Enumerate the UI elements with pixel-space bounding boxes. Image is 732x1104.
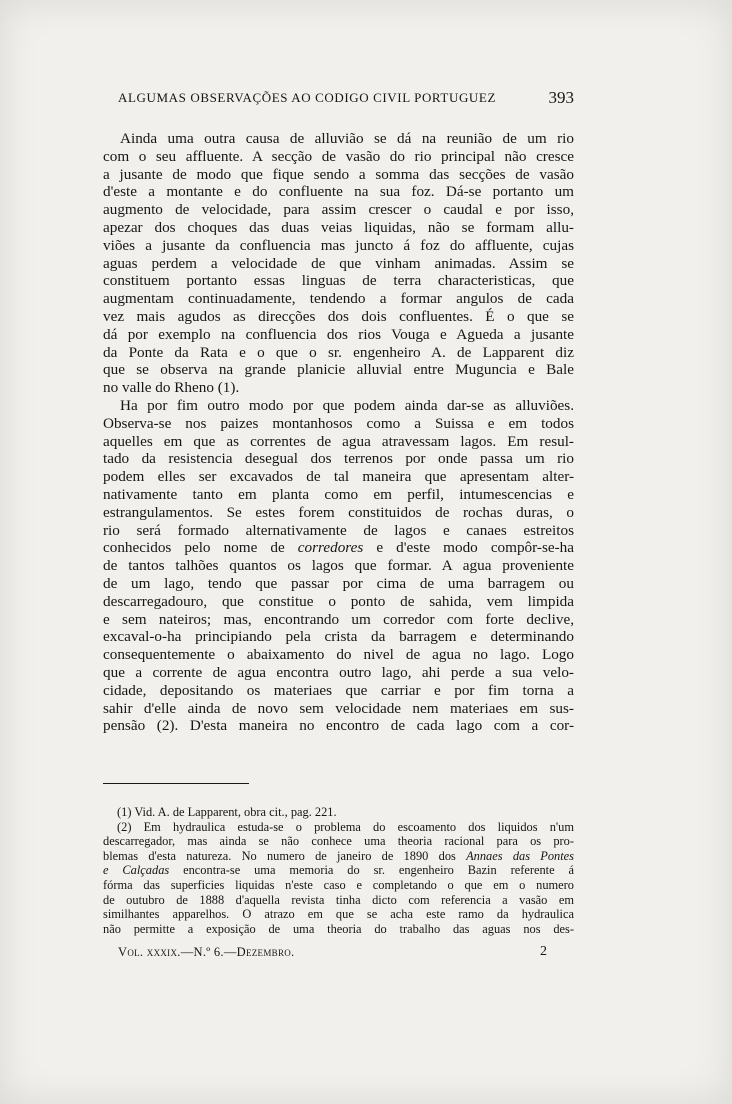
text-line: rio será formado alternativamente de lagos e canaes estreitos <box>103 521 574 539</box>
footnote-1: (1) Vid. A. de Lapparent, obra cit., pag. 221. <box>117 805 337 819</box>
italic-term: corredores <box>297 539 364 557</box>
text-line: que a corrente de agua encontra outro lago, ahi perde a sua velo- <box>103 663 574 681</box>
text-line: aguas perdem a velocidade de que vinham animadas. Assim se <box>103 254 574 272</box>
text-line: pensão (2). D'esta maneira no encontro de cada lago com a cor- <box>103 717 574 735</box>
footnotes <box>103 805 574 936</box>
text-line: Observa-se nos paizes montanhosos como a Suissa e em todos <box>103 414 574 432</box>
footnote-2-line <box>103 863 574 878</box>
text-line: estrangulamentos. Se estes forem constituidos de rochas duras, o <box>103 503 574 521</box>
text-line <box>103 539 574 557</box>
text-line: de tantos talhões quantos os lagos que formar. A agua proveniente <box>103 557 574 575</box>
text-line: tado da resistencia desegual dos terrenos por onde passa um rio <box>103 450 574 468</box>
italic-title: Annaes das Pontes <box>466 848 574 863</box>
paragraph-2 <box>103 397 574 735</box>
text-line: de um lago, tendo que passar por cima de uma barragem ou <box>103 574 574 592</box>
footnote-2-line: fórma das superficies liquidas n'este caso e completando o que em o numero <box>103 877 574 892</box>
text-line: e sem nateiros; mas, encontrando um corredor com forte declive, <box>103 610 574 628</box>
text-line: constituem portanto essas linguas de terra characteristicas, que <box>103 272 574 290</box>
page-header <box>118 88 574 112</box>
text-run: e d'este modo compôr-se-ha <box>363 539 575 557</box>
text-line: dá por exemplo na confluencia dos rios Vouga e Agueda a jusante <box>103 325 574 343</box>
text-run: blemas d'esta natureza. No numero de janeiro de 1890 dos <box>103 848 467 863</box>
text-line: cidade, depositando os materiaes que carriar e por fim torna a <box>103 681 574 699</box>
text-line: d'este a montante e do confluente na sua foz. Dá-se portanto um <box>103 183 574 201</box>
volume-info: Vol. xxxix.—N.º 6.—Dezembro. <box>118 945 295 959</box>
text-run: conhecidos pelo nome de <box>103 539 298 557</box>
text-run: encontra-se uma memoria do sr. engenheiro Bazin referente á <box>169 863 574 878</box>
text-line: Ha por fim outro modo por que podem ainda dar-se as alluviões. <box>120 396 574 414</box>
text-line: a jusante de modo que fique sendo a somma das secções de vasão <box>103 165 574 183</box>
text-line: com o seu affluente. A secção de vasão do rio principal não cresce <box>103 147 574 165</box>
text-line: vez mais agudos as direcções dos dois confluentes. É o que se <box>103 307 574 325</box>
text-line: apezar dos choques das duas veias liquidas, não se formam allu- <box>103 218 574 236</box>
footnote-2-line <box>103 849 574 864</box>
footnote-2-line: de outubro de 1888 d'aquella revista tinha dicto com referencia a vasão em <box>103 892 574 907</box>
body-text <box>103 130 574 735</box>
text-line: nativamente tanto em planta como em perfil, intumescencias e <box>103 485 574 503</box>
text-line: que se observa na grande planicie alluvial entre Muguncia e Bale <box>103 361 574 379</box>
text-line: consequentemente o abaixamento do nivel de agua no lago. Logo <box>103 646 574 664</box>
footnote-2-line: (2) Em hydraulica estuda-se o problema do escoamento dos liquidos n'um <box>117 819 574 834</box>
text-line: excaval-o-ha principiando pela crista da barragem e determinando <box>103 628 574 646</box>
text-line: aquelles em que as correntes de agua atravessam lagos. Em resul- <box>103 432 574 450</box>
footnote-2-line: similhantes apparelhos. O atrazo em que se acha este ramo da hydraulica <box>103 907 574 922</box>
text-line: augmentam continuadamente, tendendo a formar angulos de cada <box>103 290 574 308</box>
text-line: Ainda uma outra causa de alluvião se dá na reunião de um rio <box>120 130 574 147</box>
sheet-number: 2 <box>540 944 547 959</box>
text-line: podem elles ser excavados de tal maneira que apresentam alter- <box>103 468 574 486</box>
text-line: descarregadouro, que constitue o ponto de sahida, vem limpida <box>103 592 574 610</box>
page-number: 393 <box>548 88 574 107</box>
text-line: no valle do Rheno (1). <box>103 379 240 397</box>
text-line: sahir d'elle ainda de novo sem velocidade nem materiaes em sus- <box>103 699 574 717</box>
footnote-2-line: descarregador, mas ainda se não conhece uma theoria racional para os pro- <box>103 834 574 849</box>
paragraph-1 <box>103 130 574 397</box>
text-line: da Ponte da Rata e o que o sr. engenheiro A. de Lapparent diz <box>103 343 574 361</box>
footnote-2-line: não permitte a exposição de uma theoria do trabalho das aguas nos des- <box>103 921 574 936</box>
footnote-divider <box>103 783 249 784</box>
signature-line <box>118 945 547 963</box>
text-line: augmento de velocidade, para assim crescer o caudal e por isso, <box>103 201 574 219</box>
text-line: viões a jusante da confluencia mas juncto á foz do affluente, cujas <box>103 236 574 254</box>
italic-title: e Calçadas <box>103 863 170 878</box>
running-title: ALGUMAS OBSERVAÇÕES AO CODIGO CIVIL PORTUGUEZ <box>118 90 497 105</box>
